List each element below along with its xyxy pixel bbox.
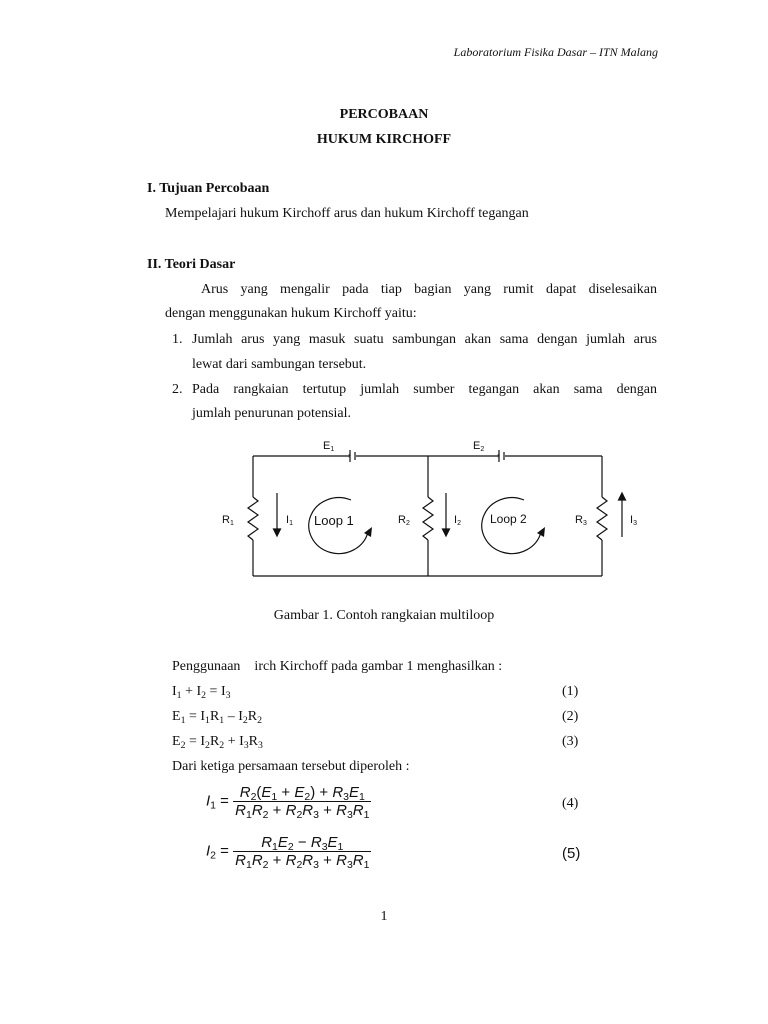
current-i1-arrowhead: [274, 529, 281, 536]
page-number: 1: [380, 909, 388, 924]
loop-1-arrowhead: [364, 527, 372, 537]
label-r2: R2: [398, 514, 410, 527]
equation-4: $I_1$ = $\frac{R_2(E_1 + E_2) + R_3E_1}{R_1R_2 + R_2R_3 + R_3R_1}$: [206, 784, 370, 821]
section-1-heading: I. Tujuan Percobaan: [147, 181, 270, 196]
battery-e1-plus-sign: +: [347, 453, 352, 460]
battery-e2-minus-sign: -: [506, 453, 509, 460]
resistor-r2-symbol: [423, 497, 433, 540]
battery-e2-plus-sign: +: [496, 453, 501, 460]
label-r3: R3: [575, 514, 587, 527]
derived-intro: Dari ketiga persamaan tersebut diperoleh :: [172, 759, 410, 774]
usage-intro: Penggunaan irch Kirchoff pada gambar 1 menghasilkan :: [172, 659, 503, 674]
list-item-2-line-1: Pada rangkaian tertutup jumlah sumber tegangan akan sama dengan: [192, 382, 657, 397]
resistor-r3-symbol: [597, 497, 607, 540]
theory-paragraph-line-1: Arus yang mengalir pada tiap bagian yang rumit dapat diselesaikan: [201, 282, 657, 297]
label-i2: I2: [454, 514, 461, 527]
list-item-1-number: 1.: [172, 332, 183, 347]
equation-1: $I_1 + I_2 = I_3$: [172, 684, 231, 701]
current-i3-arrowhead: [619, 493, 626, 500]
list-item-1-line-1: Jumlah arus yang masuk suatu sambungan akan sama dengan jumlah arus: [192, 332, 657, 347]
battery-e1-minus-sign: -: [357, 453, 360, 460]
equation-2: $E_1 = I_1R_1 - I_2R_2$: [172, 709, 263, 726]
label-loop-2: Loop 2: [490, 512, 527, 526]
label-e1: E1: [323, 440, 335, 453]
equation-5-number: (5): [562, 845, 581, 862]
theory-paragraph-line-2: dengan menggunakan hukum Kirchoff yaitu:: [165, 306, 417, 321]
list-item-2-line-2: jumlah penurunan potensial.: [192, 406, 352, 421]
list-item-1-line-2: lewat dari sambungan tersebut.: [192, 357, 367, 372]
equation-3-number: (3): [562, 734, 579, 749]
label-r1: R1: [222, 514, 234, 527]
equation-5: $I_2$ = $\frac{R_1E_2 - R_3E_1}{R_1R_2 + R_2R_3 + R_3R_1}$: [206, 834, 370, 871]
running-header: Laboratorium Fisika Dasar – ITN Malang: [453, 45, 658, 59]
section-1-text: Mempelajari hukum Kirchoff arus dan hukum Kirchoff tegangan: [165, 206, 529, 221]
figure-caption: Gambar 1. Contoh rangkaian multiloop: [273, 608, 495, 623]
section-2-heading: II. Teori Dasar: [147, 257, 236, 272]
resistor-r1-symbol: [248, 497, 258, 540]
title-line-1: PERCOBAAN: [339, 107, 429, 122]
current-i2-arrowhead: [443, 529, 450, 536]
label-i1: I1: [286, 514, 293, 527]
equation-2-number: (2): [562, 709, 579, 724]
label-i3: I3: [630, 514, 637, 527]
equation-3: $E_2 = I_2R_2 + I_3R_3$: [172, 734, 263, 751]
label-loop-1: Loop 1: [314, 513, 354, 528]
title-line-2: HUKUM KIRCHOFF: [316, 132, 452, 147]
equation-4-number: (4): [562, 796, 579, 811]
list-item-2-number: 2.: [172, 382, 183, 397]
loop-2-arrowhead: [537, 527, 545, 537]
equation-1-number: (1): [562, 684, 579, 699]
label-e2: E2: [473, 440, 485, 453]
